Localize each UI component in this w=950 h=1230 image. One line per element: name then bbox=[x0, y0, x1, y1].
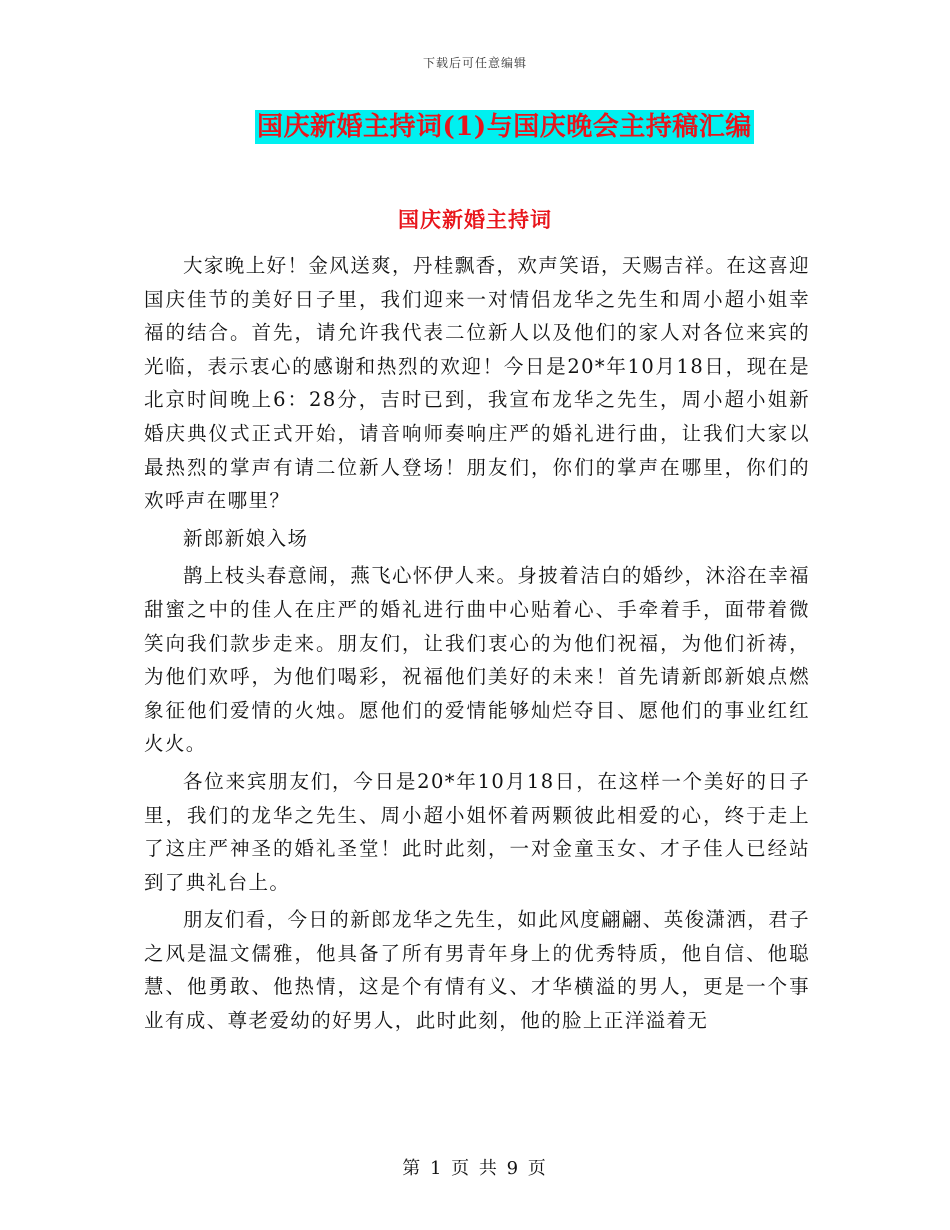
page-number: 第 1 页 共 9 页 bbox=[402, 1158, 548, 1179]
document-title: 国庆新婚主持词(1)与国庆晚会主持稿汇编 bbox=[257, 112, 752, 142]
paragraph-date: 各位来宾朋友们，今日是20*年10月18日，在这样一个美好的日子里，我们的龙华之先生、周小超小姐怀着两颗彼此相爱的心，终于走上了这庄严神圣的婚礼圣堂！此时此刻，一对金童玉女、才子佳人已经站到了典礼台上。 bbox=[144, 769, 810, 894]
header-note: 下载后可任意编辑 bbox=[422, 56, 527, 70]
paragraph-opening: 大家晚上好！金风送爽，丹桂飘香，欢声笑语，天赐吉祥。在这喜迎国庆佳节的美好日子里，我们迎来一对情侣龙华之先生和周小超小姐幸福的结合。首先，请允许我代表二位新人以及他们的家人对各位来宾的光临，表示衷心的感谢和热烈的欢迎！今日是20*年10月18日，现在是北京时间晚上6：28分，吉时已到，我宣布龙华之先生，周小超小姐新婚庆典仪式正式开始，请音响师奏响庄严的婚礼进行曲，让我们大家以最热烈的掌声有请二位新人登场！朋友们，你们的掌声在哪里，你们的欢呼声在哪里？ bbox=[144, 254, 811, 513]
section-title: 国庆新婚主持词 bbox=[398, 207, 552, 232]
paragraph-entrance: 鹊上枝头春意闹，燕飞心怀伊人来。身披着洁白的婚纱，沐浴在幸福甜蜜之中的佳人在庄严的婚礼进行曲中心贴着心、手牵着手，面带着微笑向我们款步走来。朋友们，让我们衷心的为他们祝福，为他们祈祷，为他们欢呼，为他们喝彩，祝福他们美好的未来！首先请新郎新娘点燃象征他们爱情的火烛。愿他们的爱情能够灿烂夺目、愿他们的事业红红火火。 bbox=[144, 564, 811, 756]
document-body bbox=[144, 249, 810, 1042]
paragraph-subheading: 新郎新娘入场 bbox=[183, 526, 309, 550]
paragraph-groom: 朋友们看，今日的新郎龙华之先生，如此风度翩翩、英俊潇洒，君子之风是温文儒雅，他具备了所有男青年身上的优秀特质，他自信、他聪慧、他勇敢、他热情，这是个有情有义、才华横溢的男人，更是一个事业有成、尊老爱幼的好男人，此时此刻，他的脸上正洋溢着无 bbox=[144, 908, 811, 1033]
